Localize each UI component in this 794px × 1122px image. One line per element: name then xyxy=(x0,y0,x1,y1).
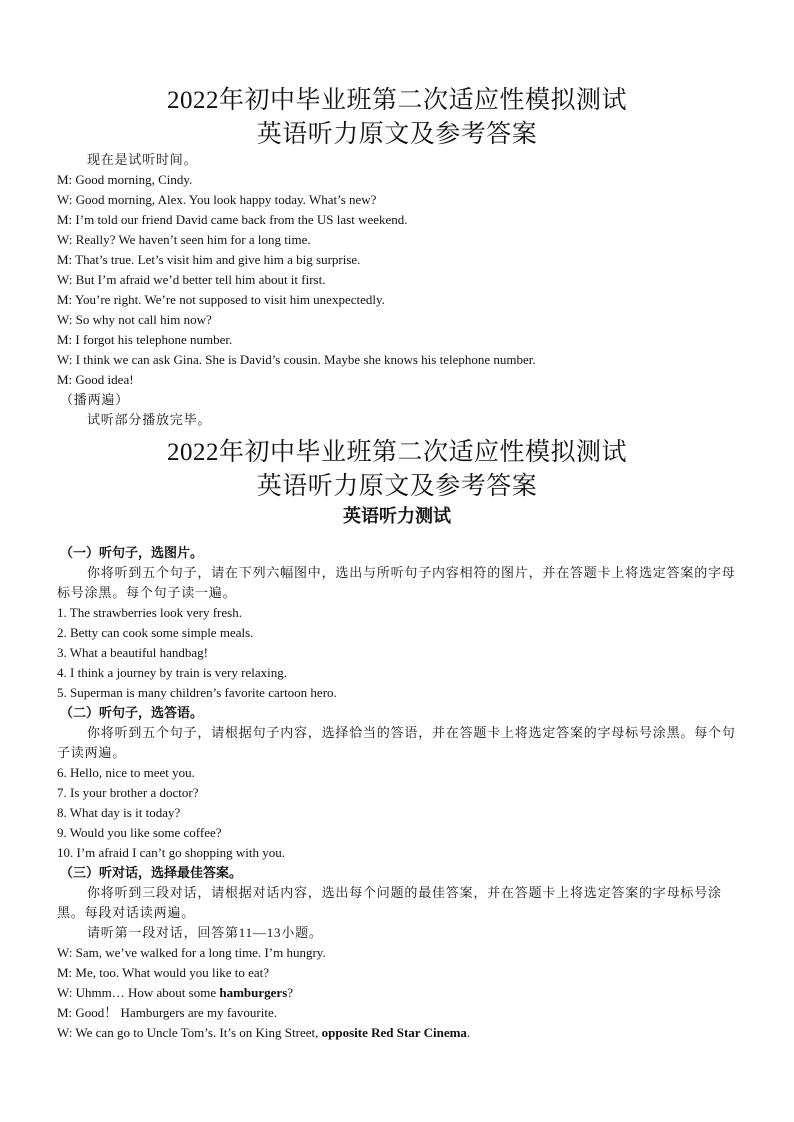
dialogue-text: ? xyxy=(287,985,294,1000)
question-item: 9. Would you like some coffee? xyxy=(57,825,222,840)
dialogue-line xyxy=(57,985,293,1001)
question-item: 8. What day is it today? xyxy=(57,805,181,820)
dialogue-line: W: Really? We haven’t seen him for a long time. xyxy=(57,232,311,247)
part2-heading: （二）听句子，选答语。 xyxy=(60,705,204,720)
part1-heading: （一）听句子，选图片。 xyxy=(60,545,204,560)
doc-title-1: 2022年初中毕业班第二次适应性模拟测试 xyxy=(166,87,627,114)
question-item: 1. The strawberries look very fresh. xyxy=(57,605,242,620)
dialogue-line: M: I’m told our friend David came back from the US last weekend. xyxy=(57,212,408,227)
dialogue-line xyxy=(57,1025,470,1041)
question-item: 6. Hello, nice to meet you. xyxy=(57,765,195,780)
question-item: 10. I’m afraid I can’t go shopping with you. xyxy=(57,845,285,860)
part3-instruction: 你将听到三段对话，请根据对话内容，选出每个问题的最佳答案，并在答题卡上将选定答案的字母标号涂黑。每段对话读两遍。 xyxy=(57,885,722,920)
part3-heading: （三）听对话，选择最佳答案。 xyxy=(60,865,243,880)
play-twice-note: （播两遍） xyxy=(60,392,130,407)
question-item: 4. I think a journey by train is very relaxing. xyxy=(57,665,287,680)
doc-subtitle-2: 英语听力原文及参考答案 xyxy=(256,473,538,500)
doc-title-2: 2022年初中毕业班第二次适应性模拟测试 xyxy=(166,439,627,466)
dialogue-text: . xyxy=(466,1025,471,1040)
dialogue-text: W: We can go to Uncle Tom’s. It’s on King Street, xyxy=(57,1025,322,1040)
dialogue-line: M: Good！ Hamburgers are my favourite. xyxy=(57,1005,277,1020)
question-item: 5. Superman is many children’s favorite cartoon hero. xyxy=(57,685,337,700)
dialogue-line: M: You’re right. We’re not supposed to visit him unexpectedly. xyxy=(57,292,385,307)
dialogue-line: W: But I’m afraid we’d better tell him about it first. xyxy=(57,272,326,287)
dialogue-line: M: Good idea! xyxy=(57,372,134,387)
dialogue-line: W: I think we can ask Gina. She is David’s cousin. Maybe she knows his telephone number. xyxy=(57,352,536,367)
dialogue-line: W: Good morning, Alex. You look happy today. What’s new? xyxy=(57,192,377,207)
part2-instruction: 你将听到五个句子，请根据句子内容，选择恰当的答语，并在答题卡上将选定答案的字母标号涂黑。每个句子读两遍。 xyxy=(57,725,736,760)
question-item: 7. Is your brother a doctor? xyxy=(57,785,199,800)
dialogue-line: M: That’s true. Let’s visit him and give him a big surprise. xyxy=(57,252,361,267)
bold-keyword: opposite Red Star Cinema xyxy=(321,1025,467,1040)
dialogue-line: W: Sam, we’ve walked for a long time. I’m hungry. xyxy=(57,945,326,960)
question-item: 3. What a beautiful handbag! xyxy=(57,645,209,660)
dialogue-line: M: Me, too. What would you like to eat? xyxy=(57,965,270,980)
listening-test-heading: 英语听力测试 xyxy=(343,506,451,526)
intro-text: 现在是试听时间。 xyxy=(87,152,198,167)
part3-prompt: 请听第一段对话，回答第11—13小题。 xyxy=(87,925,323,940)
outro-text: 试听部分播放完毕。 xyxy=(87,412,212,427)
dialogue-line: M: I forgot his telephone number. xyxy=(57,332,233,347)
bold-keyword: hamburgers xyxy=(219,985,288,1000)
dialogue-line: W: So why not call him now? xyxy=(57,312,212,327)
question-item: 2. Betty can cook some simple meals. xyxy=(57,625,254,640)
doc-subtitle-1: 英语听力原文及参考答案 xyxy=(256,121,538,148)
dialogue-text: W: Uhmm… How about some xyxy=(57,985,220,1000)
dialogue-line: M: Good morning, Cindy. xyxy=(57,172,193,187)
part1-instruction: 你将听到五个句子，请在下列六幅图中，选出与所听句子内容相符的图片，并在答题卡上将选定答案的字母标号涂黑。每个句子读一遍。 xyxy=(57,565,736,600)
